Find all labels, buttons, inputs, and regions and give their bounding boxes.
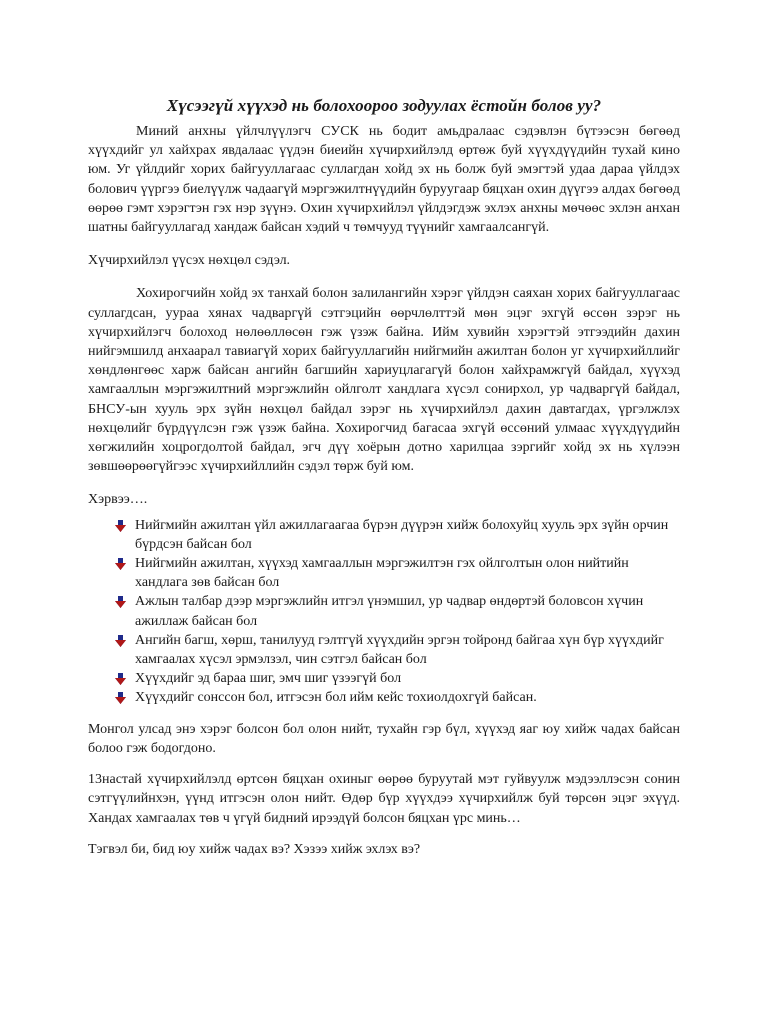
arrow-bullet-icon — [115, 673, 126, 685]
arrow-bullet-icon — [115, 635, 126, 647]
list-item — [88, 669, 680, 688]
list-item — [88, 688, 680, 707]
arrow-bullet-icon — [115, 692, 126, 704]
arrow-bullet-icon — [115, 596, 126, 608]
document-title: Хүсээгүй хүүхэд нь болохоороо зодуулах ёстойн болов уу? — [166, 96, 602, 115]
list-item — [88, 516, 680, 554]
paragraph-mongolia: Монгол улсад энэ хэрэг болсон бол олон нийт, тухайн гэр бүл, хүүхэд яаг юу хийж чадах байсан болоо гэж бодогдоно. — [88, 721, 680, 756]
list-item-text: Ангийн багш, хөрш, танилууд гэлтгүй хүүхдийн эргэн тойронд байгаа хүн бүр хүүхдийг хамгаалах хүсэл эрмэлзэл, чин сэтгэл байсан бол — [135, 632, 664, 668]
list-item — [88, 592, 680, 630]
list-item — [88, 631, 680, 669]
section-heading-if: Хэрвээ…. — [88, 492, 148, 508]
list-item-text: Хүүхдийг эд бараа шиг, эмч шиг үзээгүй бол — [135, 671, 402, 687]
list-item-text: Нийгмийн ажилтан, хүүхэд хамгааллын мэргэжилтэн гэх ойлголтын олон нийтийн хандлага зөв байсан бол — [135, 556, 629, 591]
paragraph-causes: Хохирогчийн хойд эх танхай болон залилангийн хэрэг үйлдэн саяхан хорих байгууллагаас суллагдсан, уураа хянах чадваргүй сэтгэцийн өөрчлөлттэй мөн эцэг эхгүй өссөн зэрэг нь хүчирхийлэгч болоход нөлөөллөсөн гэж үзэж байна. Ийм хувийн хэрэгтэй этгээдийн дахин нийгэмшилд анхаарал тавиагүй хорих байгууллагийн нийгмийн ажилтан болон уг хүчирхийллийг хөндлөнгөөс харж байсан ангийн багшийн хариуцлагагүй болон хайхрамжгүй байдал, хүүхэд хамгааллын мэргэжилтний мэргэжлийн ойлголт хандлага хүсэл сонирхол, ур чадваргүй байдал, БНСУ-ын хууль эрх зүйн нөхцөл байдал зэрэг нь хүчирхийлэл дахин давтагдах, үргэлжлэх нөхцөлийг бүрдүүлсэн гэж үзэж байна. Хохирогчид багасаа эхгүй өссөний улмаас хүүхдүүдийн хөгжилийн хоцрогдолтой байдал, эгч дүү хоёрын дотно харилцаа зэргийг хойд эх нь хүлээн зөвшөөрөөгүйгээс хүчирхийллийн сэдэл төрж буй юм. — [88, 286, 680, 475]
list-item-text: Нийгмийн ажилтан үйл ажиллагаагаа бүрэн дүүрэн хийж болохуйц хууль эрх зүйн орчин бүрдсэн байсан бол — [135, 517, 669, 552]
section-heading-causes: Хүчирхийлэл үүсэх нөхцөл сэдэл. — [88, 253, 291, 269]
paragraph-closing-question: Тэгвэл би, бид юу хийж чадах вэ? Хэзээ хийж эхлэх вэ? — [88, 841, 421, 857]
arrow-bullet-icon — [115, 558, 126, 570]
paragraph-girl: 13настай хүчирхийлэлд өртсөн бяцхан охиныг өөрөө буруутай мэт гуйвуулж мэдээллэсэн сонин сэтгүүлийнхэн, үүнд итгэсэн олон нийт. Өдөр бүр хүүхдээ хүчирхийлж буй төрсөн эцэг эхүүд. Хандах хамгаалах төв ч үгүй бидний ирээдүй болсон бяцхан үрс минь… — [88, 772, 680, 826]
list-item-text: Ажлын талбар дээр мэргэжлийн итгэл үнэмшил, ур чадвар өндөртэй боловсон хүчин ажиллаж байсан бол — [135, 594, 644, 629]
bullet-list — [88, 516, 680, 708]
list-item — [88, 554, 680, 592]
paragraph-intro: Миний анхны үйлчлүүлэгч СУСК нь бодит амьдралаас сэдэвлэн бүтээсэн бөгөөд хүүхдийг ул хайхрах явдалаас үүдэн биеийн хүчирхийлэлд өртөж буй хүүхдүүдийн тухай кино юм. Уг үйлдийг хорих байгууллагаас суллагдан хойд эх нь болж буй эмэгтэй удаа дараа үйлдэх болович үүргээ биелүүлж чадаагүй мэргэжилтнүүдийн буруугаар бяцхан охин дүүгээ алдах бөгөөд өөрөө гэмт хэрэгтэн гэх нэр зүүнэ. Охин хүчирхийлэл үйлдэгдэж эхлэх анхны мөчөөс эхлэн анхан шатны байгууллагад хандаж байсан хэдий ч төмчууд түүнийг хамгаалсангүй. — [88, 124, 680, 236]
arrow-bullet-icon — [115, 520, 126, 532]
document-page — [88, 96, 680, 859]
list-item-text: Хүүхдийг сонссон бол, итгэсэн бол ийм кейс тохиолдохгүй байсан. — [135, 690, 537, 706]
